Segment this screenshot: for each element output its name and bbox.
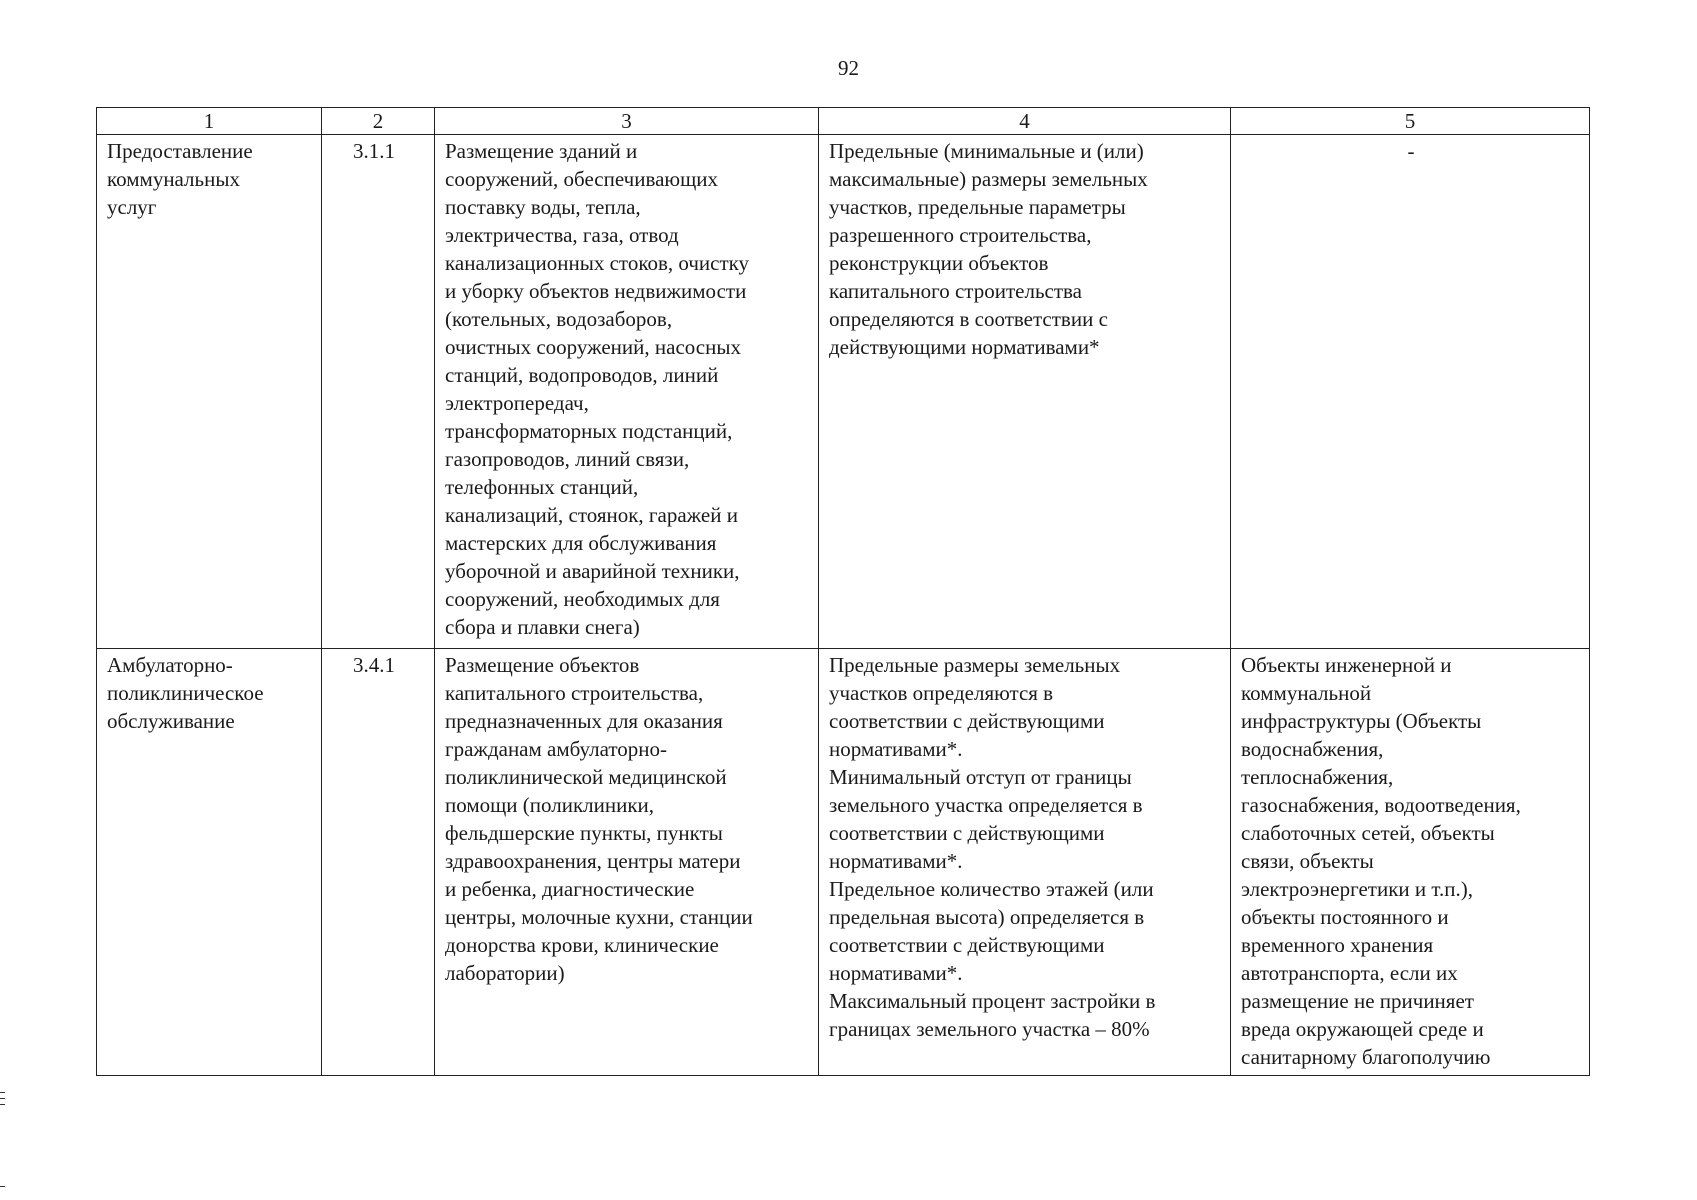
table-header-row bbox=[97, 108, 1590, 135]
ancillary-uses: - bbox=[1231, 135, 1590, 649]
margin-scan-mark bbox=[0, 1186, 5, 1187]
use-type-code: 3.4.1 bbox=[322, 649, 435, 1076]
ancillary-uses: Объекты инженерной и коммунальной инфраструктуры (Объекты водоснабжения, теплоснабжения, газоснабжения, водоотведения, слаботочных сетей, объекты связи, объекты электроэнергетики и т.п.), объекты постоянного и временного хранения автотранспорта, если их размещение не причиняет вреда окружающей среде и санитарному благополучию bbox=[1231, 649, 1590, 1076]
use-type-name: Амбулаторно- поликлиническое обслуживание bbox=[97, 649, 322, 1076]
zoning-regulations-table bbox=[96, 107, 1590, 1076]
construction-parameters: Предельные размеры земельных участков определяются в соответствии с действующими нормативами*. Минимальный отступ от границы земельного участка определяется в соответствии с действующими нормативами*. Предельное количество этажей (или предельная высота) определяется в соответствии с действующими нормативами*. Максимальный процент застройки в границах земельного участка – 80% bbox=[819, 649, 1231, 1076]
column-header-4: 4 bbox=[819, 108, 1231, 135]
margin-scan-mark bbox=[0, 1098, 5, 1099]
column-header-1: 1 bbox=[97, 108, 322, 135]
column-header-2: 2 bbox=[322, 108, 435, 135]
use-type-name: Предоставление коммунальных услуг bbox=[97, 135, 322, 649]
use-type-code: 3.1.1 bbox=[322, 135, 435, 649]
construction-parameters: Предельные (минимальные и (или) максимальные) размеры земельных участков, предельные параметры разрешенного строительства, реконструкции объектов капитального строительства определяются в соответствии с действующими нормативами* bbox=[819, 135, 1231, 649]
table-row bbox=[97, 135, 1590, 649]
column-header-3: 3 bbox=[435, 108, 819, 135]
use-type-description: Размещение объектов капитального строительства, предназначенных для оказания гражданам амбулаторно- поликлинической медицинской помощи (поликлиники, фельдшерские пункты, пункты здравоохранения, центры матери и ребенка, диагностические центры, молочные кухни, станции донорства крови, клинические лаборатории) bbox=[435, 649, 819, 1076]
margin-scan-mark bbox=[0, 1092, 5, 1093]
column-header-5: 5 bbox=[1231, 108, 1590, 135]
use-type-description: Размещение зданий и сооружений, обеспечивающих поставку воды, тепла, электричества, газа, отвод канализационных стоков, очистку и уборку объектов недвижимости (котельных, водозаборов, очистных сооружений, насосных станций, водопроводов, линий электропередач, трансформаторных подстанций, газопроводов, линий связи, телефонных станций, канализаций, стоянок, гаражей и мастерских для обслуживания уборочной и аварийной техники, сооружений, необходимых для сбора и плавки снега) bbox=[435, 135, 819, 649]
table-row bbox=[97, 649, 1590, 1076]
margin-scan-mark bbox=[0, 1104, 5, 1105]
page-number: 92 bbox=[838, 56, 859, 80]
